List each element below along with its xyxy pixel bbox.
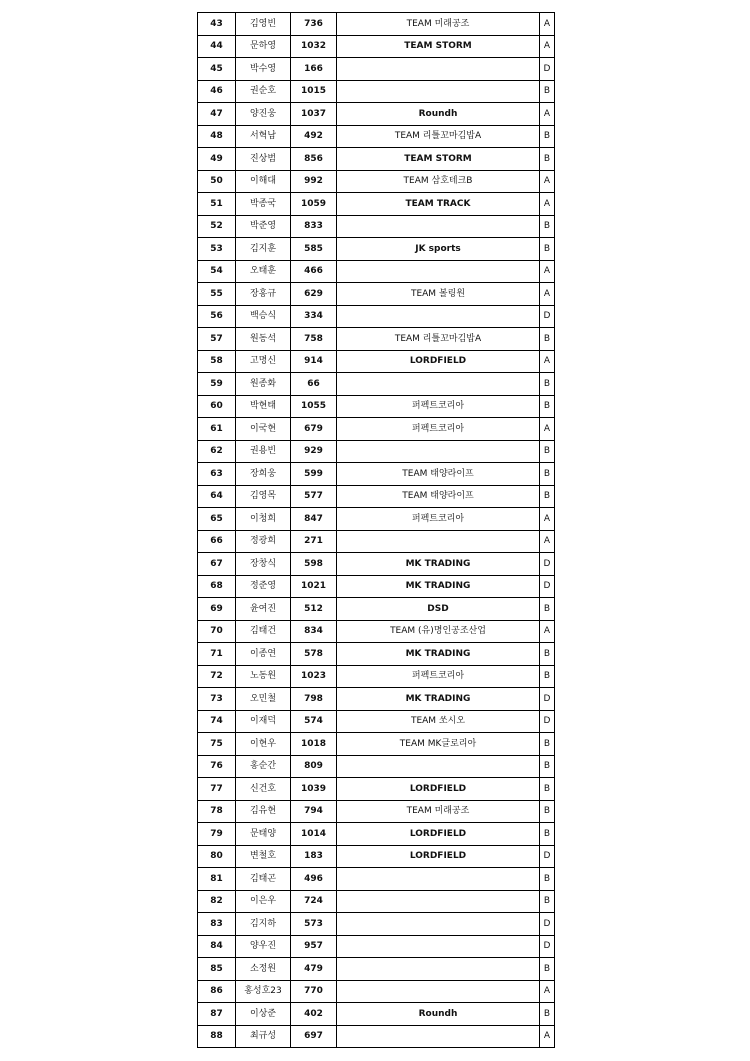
player-name: 오태훈 (236, 260, 291, 283)
player-team (337, 80, 540, 103)
player-team: TEAM 태양라이프 (337, 485, 540, 508)
player-bib: 847 (291, 508, 337, 531)
player-number: 57 (198, 328, 236, 351)
player-grade: A (540, 170, 555, 193)
roster-body (198, 13, 555, 1048)
player-grade: B (540, 1003, 555, 1026)
player-bib: 798 (291, 688, 337, 711)
player-name: 권용빈 (236, 440, 291, 463)
player-number: 80 (198, 845, 236, 868)
player-grade: A (540, 1025, 555, 1048)
player-team: DSD (337, 598, 540, 621)
player-grade: B (540, 643, 555, 666)
player-number: 65 (198, 508, 236, 531)
player-bib: 1015 (291, 80, 337, 103)
table-row (198, 350, 555, 373)
player-name: 권순호 (236, 80, 291, 103)
player-team (337, 890, 540, 913)
table-row (198, 553, 555, 576)
player-bib: 679 (291, 418, 337, 441)
player-bib: 770 (291, 980, 337, 1003)
table-row (198, 1003, 555, 1026)
player-team (337, 755, 540, 778)
table-row (198, 665, 555, 688)
player-bib: 794 (291, 800, 337, 823)
table-row (198, 283, 555, 306)
player-name: 정광희 (236, 530, 291, 553)
player-grade: A (540, 103, 555, 126)
player-bib: 1039 (291, 778, 337, 801)
player-name: 윤여진 (236, 598, 291, 621)
player-number: 64 (198, 485, 236, 508)
player-name: 서혁남 (236, 125, 291, 148)
player-team: MK TRADING (337, 553, 540, 576)
player-grade: D (540, 710, 555, 733)
table-row (198, 328, 555, 351)
player-bib: 914 (291, 350, 337, 373)
player-name: 박수영 (236, 58, 291, 81)
player-number: 84 (198, 935, 236, 958)
table-row (198, 913, 555, 936)
player-team: 퍼펙트코리아 (337, 508, 540, 531)
player-number: 76 (198, 755, 236, 778)
table-row (198, 125, 555, 148)
player-bib: 577 (291, 485, 337, 508)
table-row (198, 710, 555, 733)
player-team: TEAM (유)명인공조산업 (337, 620, 540, 643)
player-number: 85 (198, 958, 236, 981)
player-team (337, 260, 540, 283)
player-name: 박종국 (236, 193, 291, 216)
player-number: 69 (198, 598, 236, 621)
player-bib: 736 (291, 13, 337, 36)
table-row (198, 305, 555, 328)
player-number: 75 (198, 733, 236, 756)
player-team: TEAM 태양라이프 (337, 463, 540, 486)
player-team (337, 530, 540, 553)
player-bib: 573 (291, 913, 337, 936)
player-grade: A (540, 980, 555, 1003)
player-grade: B (540, 238, 555, 261)
player-name: 장희웅 (236, 463, 291, 486)
player-grade: D (540, 575, 555, 598)
table-row (198, 260, 555, 283)
player-number: 70 (198, 620, 236, 643)
player-number: 56 (198, 305, 236, 328)
player-name: 이종연 (236, 643, 291, 666)
player-grade: D (540, 553, 555, 576)
player-team (337, 58, 540, 81)
player-name: 원종화 (236, 373, 291, 396)
player-name: 백승식 (236, 305, 291, 328)
player-name: 박준영 (236, 215, 291, 238)
player-bib: 1055 (291, 395, 337, 418)
player-grade: B (540, 215, 555, 238)
player-number: 63 (198, 463, 236, 486)
player-grade: A (540, 35, 555, 58)
player-team: TEAM 미래공조 (337, 800, 540, 823)
player-grade: B (540, 598, 555, 621)
player-number: 53 (198, 238, 236, 261)
table-row (198, 935, 555, 958)
player-number: 62 (198, 440, 236, 463)
player-bib: 334 (291, 305, 337, 328)
player-bib: 598 (291, 553, 337, 576)
player-team: MK TRADING (337, 575, 540, 598)
player-name: 장창식 (236, 553, 291, 576)
player-bib: 1023 (291, 665, 337, 688)
player-bib: 1059 (291, 193, 337, 216)
table-row (198, 823, 555, 846)
player-bib: 183 (291, 845, 337, 868)
player-name: 이상준 (236, 1003, 291, 1026)
player-bib: 856 (291, 148, 337, 171)
player-number: 52 (198, 215, 236, 238)
player-team: TEAM TRACK (337, 193, 540, 216)
player-bib: 479 (291, 958, 337, 981)
player-bib: 1037 (291, 103, 337, 126)
player-grade: A (540, 260, 555, 283)
player-number: 50 (198, 170, 236, 193)
player-grade: B (540, 778, 555, 801)
player-grade: A (540, 13, 555, 36)
player-grade: B (540, 890, 555, 913)
player-grade: B (540, 80, 555, 103)
player-grade: D (540, 58, 555, 81)
player-name: 이재덕 (236, 710, 291, 733)
player-name: 김지하 (236, 913, 291, 936)
player-name: 장홍규 (236, 283, 291, 306)
player-name: 문태양 (236, 823, 291, 846)
table-row (198, 980, 555, 1003)
player-team: JK sports (337, 238, 540, 261)
player-number: 68 (198, 575, 236, 598)
player-bib: 1032 (291, 35, 337, 58)
player-number: 59 (198, 373, 236, 396)
player-name: 김지훈 (236, 238, 291, 261)
player-team: LORDFIELD (337, 845, 540, 868)
player-bib: 512 (291, 598, 337, 621)
table-row (198, 598, 555, 621)
player-bib: 166 (291, 58, 337, 81)
player-name: 김유현 (236, 800, 291, 823)
player-name: 박현태 (236, 395, 291, 418)
player-grade: B (540, 395, 555, 418)
table-row (198, 463, 555, 486)
player-number: 88 (198, 1025, 236, 1048)
player-name: 김영목 (236, 485, 291, 508)
table-row (198, 508, 555, 531)
player-number: 74 (198, 710, 236, 733)
player-team (337, 1025, 540, 1048)
player-number: 60 (198, 395, 236, 418)
player-number: 78 (198, 800, 236, 823)
player-grade: A (540, 193, 555, 216)
player-team: MK TRADING (337, 643, 540, 666)
table-row (198, 193, 555, 216)
player-grade: A (540, 620, 555, 643)
player-team: TEAM 쏘시오 (337, 710, 540, 733)
player-team (337, 980, 540, 1003)
player-bib: 758 (291, 328, 337, 351)
player-name: 홍성호23 (236, 980, 291, 1003)
player-bib: 1021 (291, 575, 337, 598)
player-bib: 1018 (291, 733, 337, 756)
player-number: 51 (198, 193, 236, 216)
player-grade: D (540, 688, 555, 711)
player-team (337, 305, 540, 328)
player-grade: A (540, 530, 555, 553)
player-number: 83 (198, 913, 236, 936)
player-grade: B (540, 485, 555, 508)
player-bib: 466 (291, 260, 337, 283)
player-number: 43 (198, 13, 236, 36)
table-row (198, 58, 555, 81)
player-number: 45 (198, 58, 236, 81)
player-team (337, 913, 540, 936)
player-bib: 1014 (291, 823, 337, 846)
player-bib: 574 (291, 710, 337, 733)
player-team (337, 935, 540, 958)
player-number: 77 (198, 778, 236, 801)
table-row (198, 80, 555, 103)
player-grade: B (540, 823, 555, 846)
player-team: TEAM 리틀꼬마김밥A (337, 328, 540, 351)
player-grade: A (540, 350, 555, 373)
player-bib: 578 (291, 643, 337, 666)
player-team: TEAM 볼링원 (337, 283, 540, 306)
player-number: 71 (198, 643, 236, 666)
player-number: 81 (198, 868, 236, 891)
table-row (198, 440, 555, 463)
table-row (198, 215, 555, 238)
player-team: TEAM STORM (337, 35, 540, 58)
table-row (198, 845, 555, 868)
table-row (198, 733, 555, 756)
player-number: 46 (198, 80, 236, 103)
player-number: 44 (198, 35, 236, 58)
player-grade: A (540, 283, 555, 306)
player-bib: 629 (291, 283, 337, 306)
table-row (198, 755, 555, 778)
player-name: 김태건 (236, 620, 291, 643)
player-number: 48 (198, 125, 236, 148)
player-number: 86 (198, 980, 236, 1003)
table-row (198, 643, 555, 666)
table-row (198, 778, 555, 801)
player-team: 퍼펙트코리아 (337, 395, 540, 418)
table-row (198, 620, 555, 643)
player-team (337, 958, 540, 981)
player-name: 오민철 (236, 688, 291, 711)
player-team: LORDFIELD (337, 823, 540, 846)
player-bib: 66 (291, 373, 337, 396)
player-grade: B (540, 440, 555, 463)
player-name: 정준영 (236, 575, 291, 598)
roster-table (197, 12, 555, 1048)
player-team: TEAM 미래공조 (337, 13, 540, 36)
player-name: 이청희 (236, 508, 291, 531)
player-team (337, 373, 540, 396)
player-name: 고명신 (236, 350, 291, 373)
player-grade: A (540, 508, 555, 531)
table-row (198, 35, 555, 58)
player-name: 소정원 (236, 958, 291, 981)
player-name: 신건호 (236, 778, 291, 801)
player-team: TEAM 삼호테크B (337, 170, 540, 193)
player-grade: D (540, 845, 555, 868)
player-team: LORDFIELD (337, 778, 540, 801)
player-grade: D (540, 935, 555, 958)
player-team: MK TRADING (337, 688, 540, 711)
player-bib: 957 (291, 935, 337, 958)
player-name: 이국현 (236, 418, 291, 441)
player-team: 퍼펙트코리아 (337, 665, 540, 688)
table-row (198, 103, 555, 126)
table-row (198, 373, 555, 396)
player-bib: 492 (291, 125, 337, 148)
table-row (198, 575, 555, 598)
player-number: 72 (198, 665, 236, 688)
table-row (198, 890, 555, 913)
player-grade: B (540, 868, 555, 891)
player-team (337, 868, 540, 891)
player-name: 양우진 (236, 935, 291, 958)
player-grade: B (540, 125, 555, 148)
player-name: 이은우 (236, 890, 291, 913)
table-row (198, 238, 555, 261)
player-name: 양진웅 (236, 103, 291, 126)
player-grade: D (540, 913, 555, 936)
player-number: 82 (198, 890, 236, 913)
player-name: 김영빈 (236, 13, 291, 36)
player-number: 47 (198, 103, 236, 126)
player-team: TEAM MK글로리아 (337, 733, 540, 756)
player-number: 54 (198, 260, 236, 283)
player-grade: B (540, 328, 555, 351)
player-name: 홍순간 (236, 755, 291, 778)
player-number: 49 (198, 148, 236, 171)
player-bib: 271 (291, 530, 337, 553)
player-grade: B (540, 373, 555, 396)
player-name: 문하영 (236, 35, 291, 58)
player-grade: B (540, 958, 555, 981)
player-name: 최규성 (236, 1025, 291, 1048)
table-row (198, 485, 555, 508)
player-bib: 809 (291, 755, 337, 778)
table-row (198, 418, 555, 441)
player-name: 이해대 (236, 170, 291, 193)
player-team (337, 215, 540, 238)
table-row (198, 958, 555, 981)
player-bib: 402 (291, 1003, 337, 1026)
player-number: 67 (198, 553, 236, 576)
player-team: Roundh (337, 1003, 540, 1026)
table-row (198, 13, 555, 36)
player-grade: B (540, 733, 555, 756)
player-name: 김태곤 (236, 868, 291, 891)
player-name: 이현우 (236, 733, 291, 756)
player-bib: 724 (291, 890, 337, 913)
player-number: 66 (198, 530, 236, 553)
table-row (198, 530, 555, 553)
player-grade: D (540, 305, 555, 328)
player-number: 73 (198, 688, 236, 711)
player-name: 진상범 (236, 148, 291, 171)
player-team (337, 440, 540, 463)
player-grade: B (540, 148, 555, 171)
player-bib: 585 (291, 238, 337, 261)
player-team: LORDFIELD (337, 350, 540, 373)
player-team: TEAM STORM (337, 148, 540, 171)
player-grade: B (540, 800, 555, 823)
table-row (198, 688, 555, 711)
player-name: 변철호 (236, 845, 291, 868)
table-row (198, 800, 555, 823)
player-team: 퍼펙트코리아 (337, 418, 540, 441)
player-number: 58 (198, 350, 236, 373)
player-bib: 496 (291, 868, 337, 891)
table-row (198, 395, 555, 418)
player-team: Roundh (337, 103, 540, 126)
player-grade: A (540, 418, 555, 441)
player-name: 원동석 (236, 328, 291, 351)
player-number: 55 (198, 283, 236, 306)
player-bib: 599 (291, 463, 337, 486)
player-bib: 929 (291, 440, 337, 463)
table-row (198, 148, 555, 171)
player-bib: 834 (291, 620, 337, 643)
player-number: 79 (198, 823, 236, 846)
player-number: 87 (198, 1003, 236, 1026)
table-row (198, 868, 555, 891)
table-row (198, 170, 555, 193)
player-grade: B (540, 665, 555, 688)
player-grade: B (540, 463, 555, 486)
player-bib: 992 (291, 170, 337, 193)
player-grade: B (540, 755, 555, 778)
table-row (198, 1025, 555, 1048)
player-team: TEAM 리틀꼬마김밥A (337, 125, 540, 148)
player-name: 노동원 (236, 665, 291, 688)
player-number: 61 (198, 418, 236, 441)
player-bib: 697 (291, 1025, 337, 1048)
player-bib: 833 (291, 215, 337, 238)
